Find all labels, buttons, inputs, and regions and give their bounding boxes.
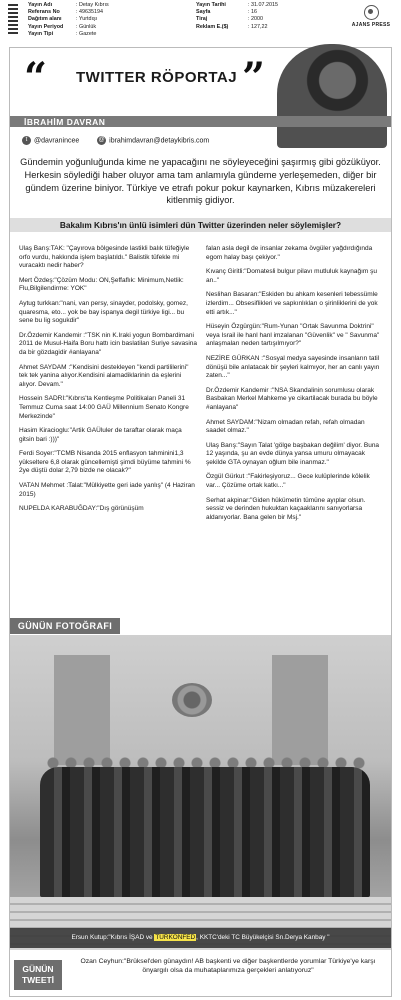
tweet-item: Aytug turkkan:"nani, van persy, sinayder, podolsky, gomez, quaresma, eto... yok be bay ispanya degil türkiye ligi... bu sene bu lig sogukdir": [19, 299, 188, 325]
article-title: TWITTER RÖPORTAJ: [76, 69, 238, 86]
barcode-logo: [8, 4, 18, 36]
metadata-left: [28, 2, 109, 38]
meta-row: Dağıtım alanı : Yurtdışı: [28, 16, 98, 23]
meta-row: Tiraj : 2000: [196, 16, 263, 23]
agency-icon: [364, 5, 379, 20]
meta-row: Yayın Tipi : Gazete: [28, 30, 97, 37]
meta-row: Sayfa : 16: [196, 9, 257, 16]
clipping-metadata: [6, 2, 395, 42]
tweet-item: Ulaş Barış:TAK: "Çayırova bölgesinde lastikli balık tüfeğiyle orfo vurdu, hakkında işlem başlatıldı." Balistik tüfekle mi vuracaktı nedir haber?: [19, 245, 190, 270]
author-name: İBRAHİM DAVRAN: [24, 117, 106, 127]
tweet-item: Özgül Gürkut :"Fakirleşiyoruz... Gece kulüplerinde kölelik var... Çözüme ortak katkı...": [206, 473, 370, 490]
photo-door-left: [54, 655, 110, 765]
photo-of-day-label: GÜNÜN FOTOĞRAFI: [10, 618, 120, 634]
tweet-item: Ferdi Soyer:"TCMB Nisanda 2015 enflasyon tahminini1,3 yükseltere 6,8 olarak güncellemişti şimdi büyüme tahmini % 2ye düştü dolar 2,79 bizde ne olacak?": [19, 450, 191, 475]
tweet-item: VATAN Mehmet :Talat:"Mülkiyette geri iade yanlış" (4 Haziran 2015): [19, 482, 195, 498]
tweet-item: Dr.Özdemir Kandemir :"NSA Skandalinin sorumlusu olarak Basbakan Merkel Mahkeme ye cikartilacak burada bu böyle #anlayana": [206, 386, 378, 411]
tweet-item: falan asla degil de insanlar zekama övgüler yağdırdığında egom halay başı çekiyor.": [206, 245, 373, 261]
tweet-item: NUPELDA KARABUĞDAY:"Dış görünüşüm: [19, 505, 144, 513]
tweet-item: Hossein SADRI:"Kıbrıs'ta Kentleşme Politikaları Paneli 31 Temmuz Cuma saat 14:00 GAÜ Millennium Senato Kongre Merkezinde": [19, 395, 189, 420]
tweet-item: Kıvanç Giritli:"Domatesli bulgur pilavı mutluluk kaynağım şu an..": [206, 268, 378, 284]
tweets-left-column: [19, 245, 197, 520]
tweets-right-column: [206, 245, 383, 528]
tweet-item: Hüseyin Özgürgün:"Rum-Yunan "Ortak Savunma Doktrini" veya Israil ile hanl hanl imzalanan "Güvenlik" ve " Savunma" anlaşmaları neden tartışılmıyor?": [206, 323, 380, 348]
agency-name: AJANS PRESS: [351, 22, 391, 28]
tweet-item: Dr.Özdemir Kandemir :"TSK nin K.Iraki yogun Bombardimani 2011 de Musul-Haifa Boru hattı icin baslatilan Suriye savasina da bir gözdagidir #anlayana": [19, 331, 198, 356]
author-email: ibrahimdavran@detaykibris.com: [109, 137, 210, 145]
metadata-right: [196, 2, 278, 31]
meta-row: Reklam E.($) : 127,22: [196, 23, 268, 30]
tweet-item: Mert Özdeş:"Çözüm Modu: ON,Şeffaflık: Minimum,Netlik: Flu,Bilgilendirme: YOK": [19, 276, 184, 293]
photo-group: [40, 767, 370, 897]
caption-text: Ersun Kutup:"Kıbrıs İŞAD ve: [71, 934, 155, 941]
meta-row: Yayın Adı : Detay Kıbrıs: [28, 2, 109, 8]
twitter-handle: @davranincee: [34, 137, 80, 145]
section-question: Bakalım Kıbrıs'ın ünlü isimleri dün Twitter üzerinden neler söylemişler?: [10, 218, 391, 232]
tweet-of-day-label: GÜNÜN TWEETİ: [14, 960, 62, 990]
tweet-of-day-text: Ozan Ceyhun:"Brüksel'den günaydın! AB başkenti ve diğer başkentlerde yorumlar Türkiye'ye karşı önyargılı olsa da muhataplarımıza gerçekleri anlatıyoruz": [80, 958, 376, 974]
tweet-item: Serhat akpinar:"Giden hükümetin tümüne ayıplar olsun. sessiz ve derinden hukuktan kaçaaklarını sanıyorlarsa aldanıyorlar. Bana gelen bir Msj.": [206, 496, 366, 521]
tweet-item: Hasim Kiracioglu:"Artik GAÜluler de taraftar olarak maça gitsin bari :)))": [19, 427, 182, 443]
author-portrait: [277, 44, 387, 148]
meta-row: Yayın Periyod : Günlük: [28, 23, 97, 30]
tweet-item: Ulaş Barış:"Sayın Talat 'gölge başbakan değilim' diyor. Buna 12 yaşında, şu an evde dünya yansa umuru olmayacak şekilde GTA oynayan oğlum bile inanmaz.": [206, 441, 380, 466]
caption-text-end: , KKTC'deki TC Büyükelçisi Sn.Derya Kanbay ": [196, 934, 330, 941]
tweets-columns: [19, 245, 383, 610]
photo-of-day: [10, 635, 391, 950]
close-quote-icon: ”: [242, 54, 266, 101]
photo-door-right: [272, 655, 328, 765]
tweet-item: NEZİRE GÜRKAN :"Sosyal medya sayesinde insanların tatil dönüşü bile anlatacak bir şeyleri kalmıyor, her an canlı yayın zaten...": [206, 354, 380, 380]
photo-caption: [10, 928, 391, 948]
meta-row: Referans No : 49635194: [28, 9, 103, 16]
caption-highlight: TURKONFED: [155, 934, 196, 941]
agency-logo: [349, 5, 393, 29]
tweet-item: Neslihan Basaran:"Eskiden bu ahkam kesenleri tebessümle izlerdim... Obsesiflikleri ve sapkınlıkları o şirinliklerini de yok etti artık...": [206, 291, 378, 316]
article-frame: [9, 47, 392, 997]
email-icon: @: [98, 137, 105, 143]
meta-row: Yayın Tarihi : 31.07.2015: [196, 2, 278, 8]
author-contacts: [22, 136, 209, 145]
article-header: [10, 48, 391, 116]
tweet-of-day: [10, 954, 391, 998]
embassy-emblem-icon: [172, 683, 212, 717]
twitter-icon: t: [22, 136, 31, 145]
author-bar: [10, 116, 391, 127]
tweet-item: Ahmet SAYDAM:"Nizam olmadan refah, refah olmadan saadet olmaz.": [206, 418, 365, 435]
tweet-item: Ahmet SAYDAM :"Kendisini destekleyen "kendi partililerini" tek tek yanina alıyor.Kendisini alamadiklarinin da eşlerini alıyor. Devam.": [19, 363, 189, 388]
open-quote-icon: “: [24, 54, 48, 101]
intro-paragraph: Gündemin yoğunluğunda kime ne yapacağını ne söyleyeceğini şaşırmış gibi gözüküyor. Herkesin söylediği haber oluyor ama tam anlamıyla gündeme yerleşemeden, diğer bir gündem üzerine biniyor. Türkiye ve etrafı pokur pokur kaynarken, Kıbrıs müzakereleri kitlenmiş gidiyor.: [20, 157, 381, 206]
